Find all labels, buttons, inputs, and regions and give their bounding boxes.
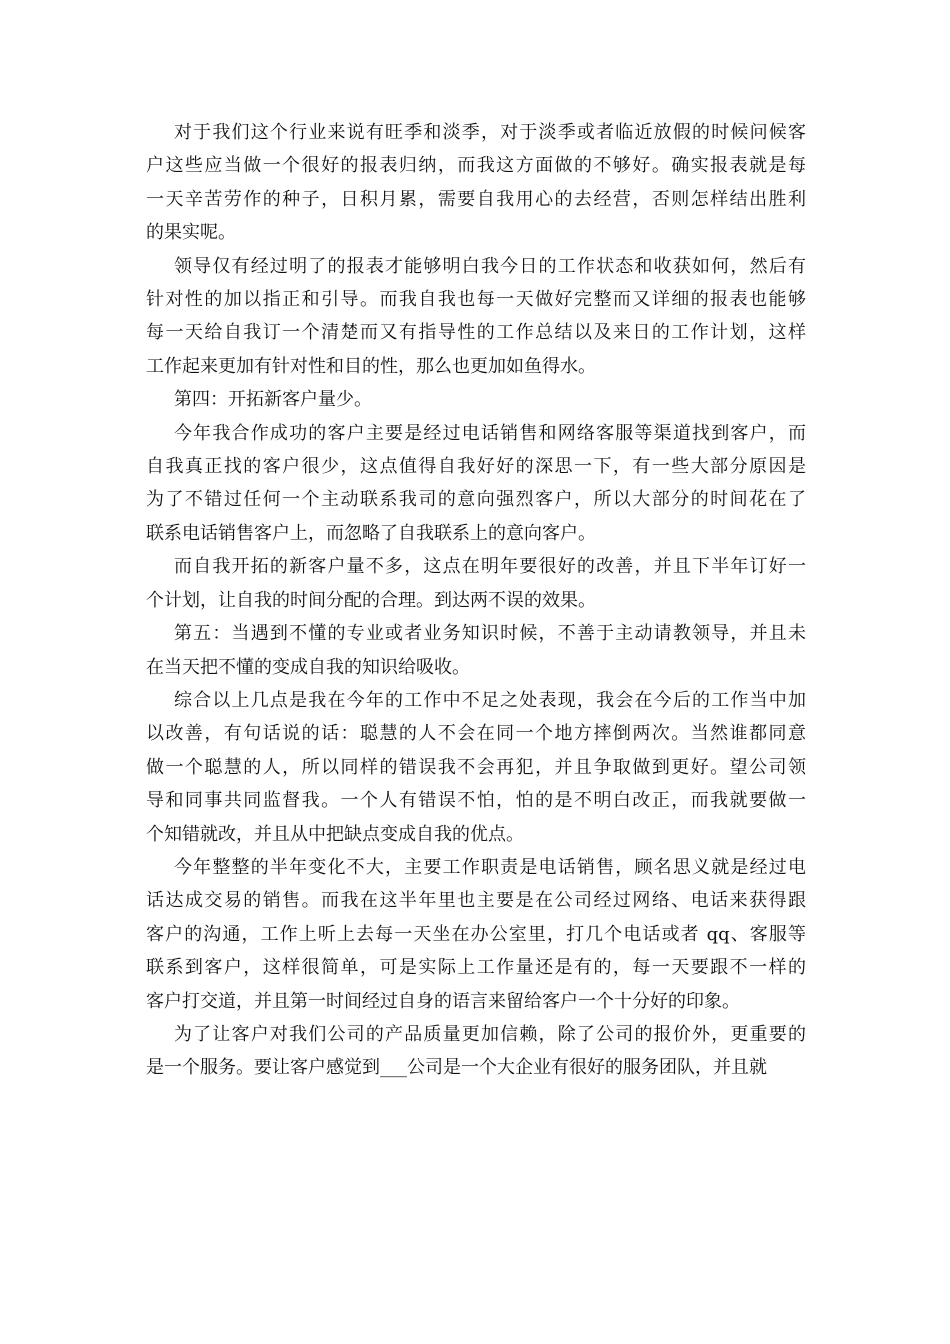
text-line: 综合以上几点是我在今年的工作中不足之处表现，我会在今后的工作当中加 (174, 689, 806, 711)
text-line: 话达成交易的销售。而我在这半年里也主要是在公司经过网络、电话来获得跟 (146, 890, 806, 912)
text-line: 每一天给自我订一个清楚而又有指导性的工作总结以及来日的工作计划，这样 (146, 322, 806, 344)
paragraph (146, 383, 806, 416)
text-line: 做一个聪慧的人，所以同样的错误我不会再犯，并且争取做到更好。望公司领 (146, 756, 806, 778)
text-line: 是一个服务。要让客户感觉到___公司是一个大企业有很好的服务团队，并且就 (146, 1057, 767, 1079)
text-line: 今年我合作成功的客户主要是经过电话销售和网络客服等渠道找到客户，而 (174, 422, 806, 444)
paragraph (146, 1018, 806, 1085)
text-line: 客户的沟通，工作上听上去每一天坐在办公室里，打几个电话或者 qq、客服等 (146, 923, 806, 945)
text-line: 以改善，有句话说的话：聪慧的人不会在同一个地方摔倒两次。当然谁都同意 (146, 723, 806, 745)
text-line: 户这些应当做一个很好的报表归纳，而我这方面做的不够好。确实报表就是每 (146, 155, 806, 177)
text-line: 联系到客户，这样很简单，可是实际上工作量还是有的，每一天要跟不一样的 (146, 957, 806, 979)
text-line: 为了让客户对我们公司的产品质量更加信赖，除了公司的报价外，更重要的 (174, 1023, 806, 1045)
text-line: 今年整整的半年变化不大，主要工作职责是电话销售，顾名思义就是经过电 (174, 856, 806, 878)
paragraph (146, 116, 806, 250)
text-line: 针对性的加以指正和引导。而我自我也每一天做好完整而又详细的报表也能够 (146, 289, 806, 311)
text-line: 领导仅有经过明了的报表才能够明白我今日的工作状态和收获如何，然后有 (174, 255, 806, 277)
text-line: 客户打交道，并且第一时间经过自身的语言来留给客户一个十分好的印象。 (146, 990, 740, 1012)
document-page (146, 116, 806, 1085)
text-line: 工作起来更加有针对性和目的性，那么也更加如鱼得水。 (146, 355, 596, 377)
paragraph (146, 550, 806, 617)
text-line: 联系电话销售客户上，而忽略了自我联系上的意向客户。 (146, 522, 596, 544)
paragraph (146, 417, 806, 551)
text-line: 在当天把不懂的变成自我的知识给吸收。 (146, 656, 470, 678)
paragraph (146, 851, 806, 1018)
text-line: 一天辛苦劳作的种子，日积月累，需要自我用心的去经营，否则怎样结出胜利 (146, 188, 806, 210)
text-line: 为了不错过任何一个主动联系我司的意向强烈客户，所以大部分的时间花在了 (146, 489, 806, 511)
text-line: 的果实呢。 (146, 222, 236, 244)
paragraph (146, 684, 806, 851)
text-line: 个知错就改，并且从中把缺点变成自我的优点。 (146, 823, 524, 845)
text-line: 第五：当遇到不懂的专业或者业务知识时候，不善于主动请教领导，并且未 (174, 623, 806, 645)
paragraph (146, 250, 806, 384)
text-line: 对于我们这个行业来说有旺季和淡季，对于淡季或者临近放假的时候问候客 (174, 122, 806, 143)
text-line: 导和同事共同监督我。一个人有错误不怕，怕的是不明白改正，而我就要做一 (146, 790, 806, 812)
paragraph (146, 617, 806, 684)
text-line: 个计划，让自我的时间分配的合理。到达两不误的效果。 (146, 589, 596, 611)
text-line: 自我真正找的客户很少，这点值得自我好好的深思一下，有一些大部分原因是 (146, 456, 806, 478)
text-line: 而自我开拓的新客户量不多，这点在明年要很好的改善，并且下半年订好一 (174, 556, 806, 578)
text-line: 第四：开拓新客户量少。 (174, 389, 372, 411)
